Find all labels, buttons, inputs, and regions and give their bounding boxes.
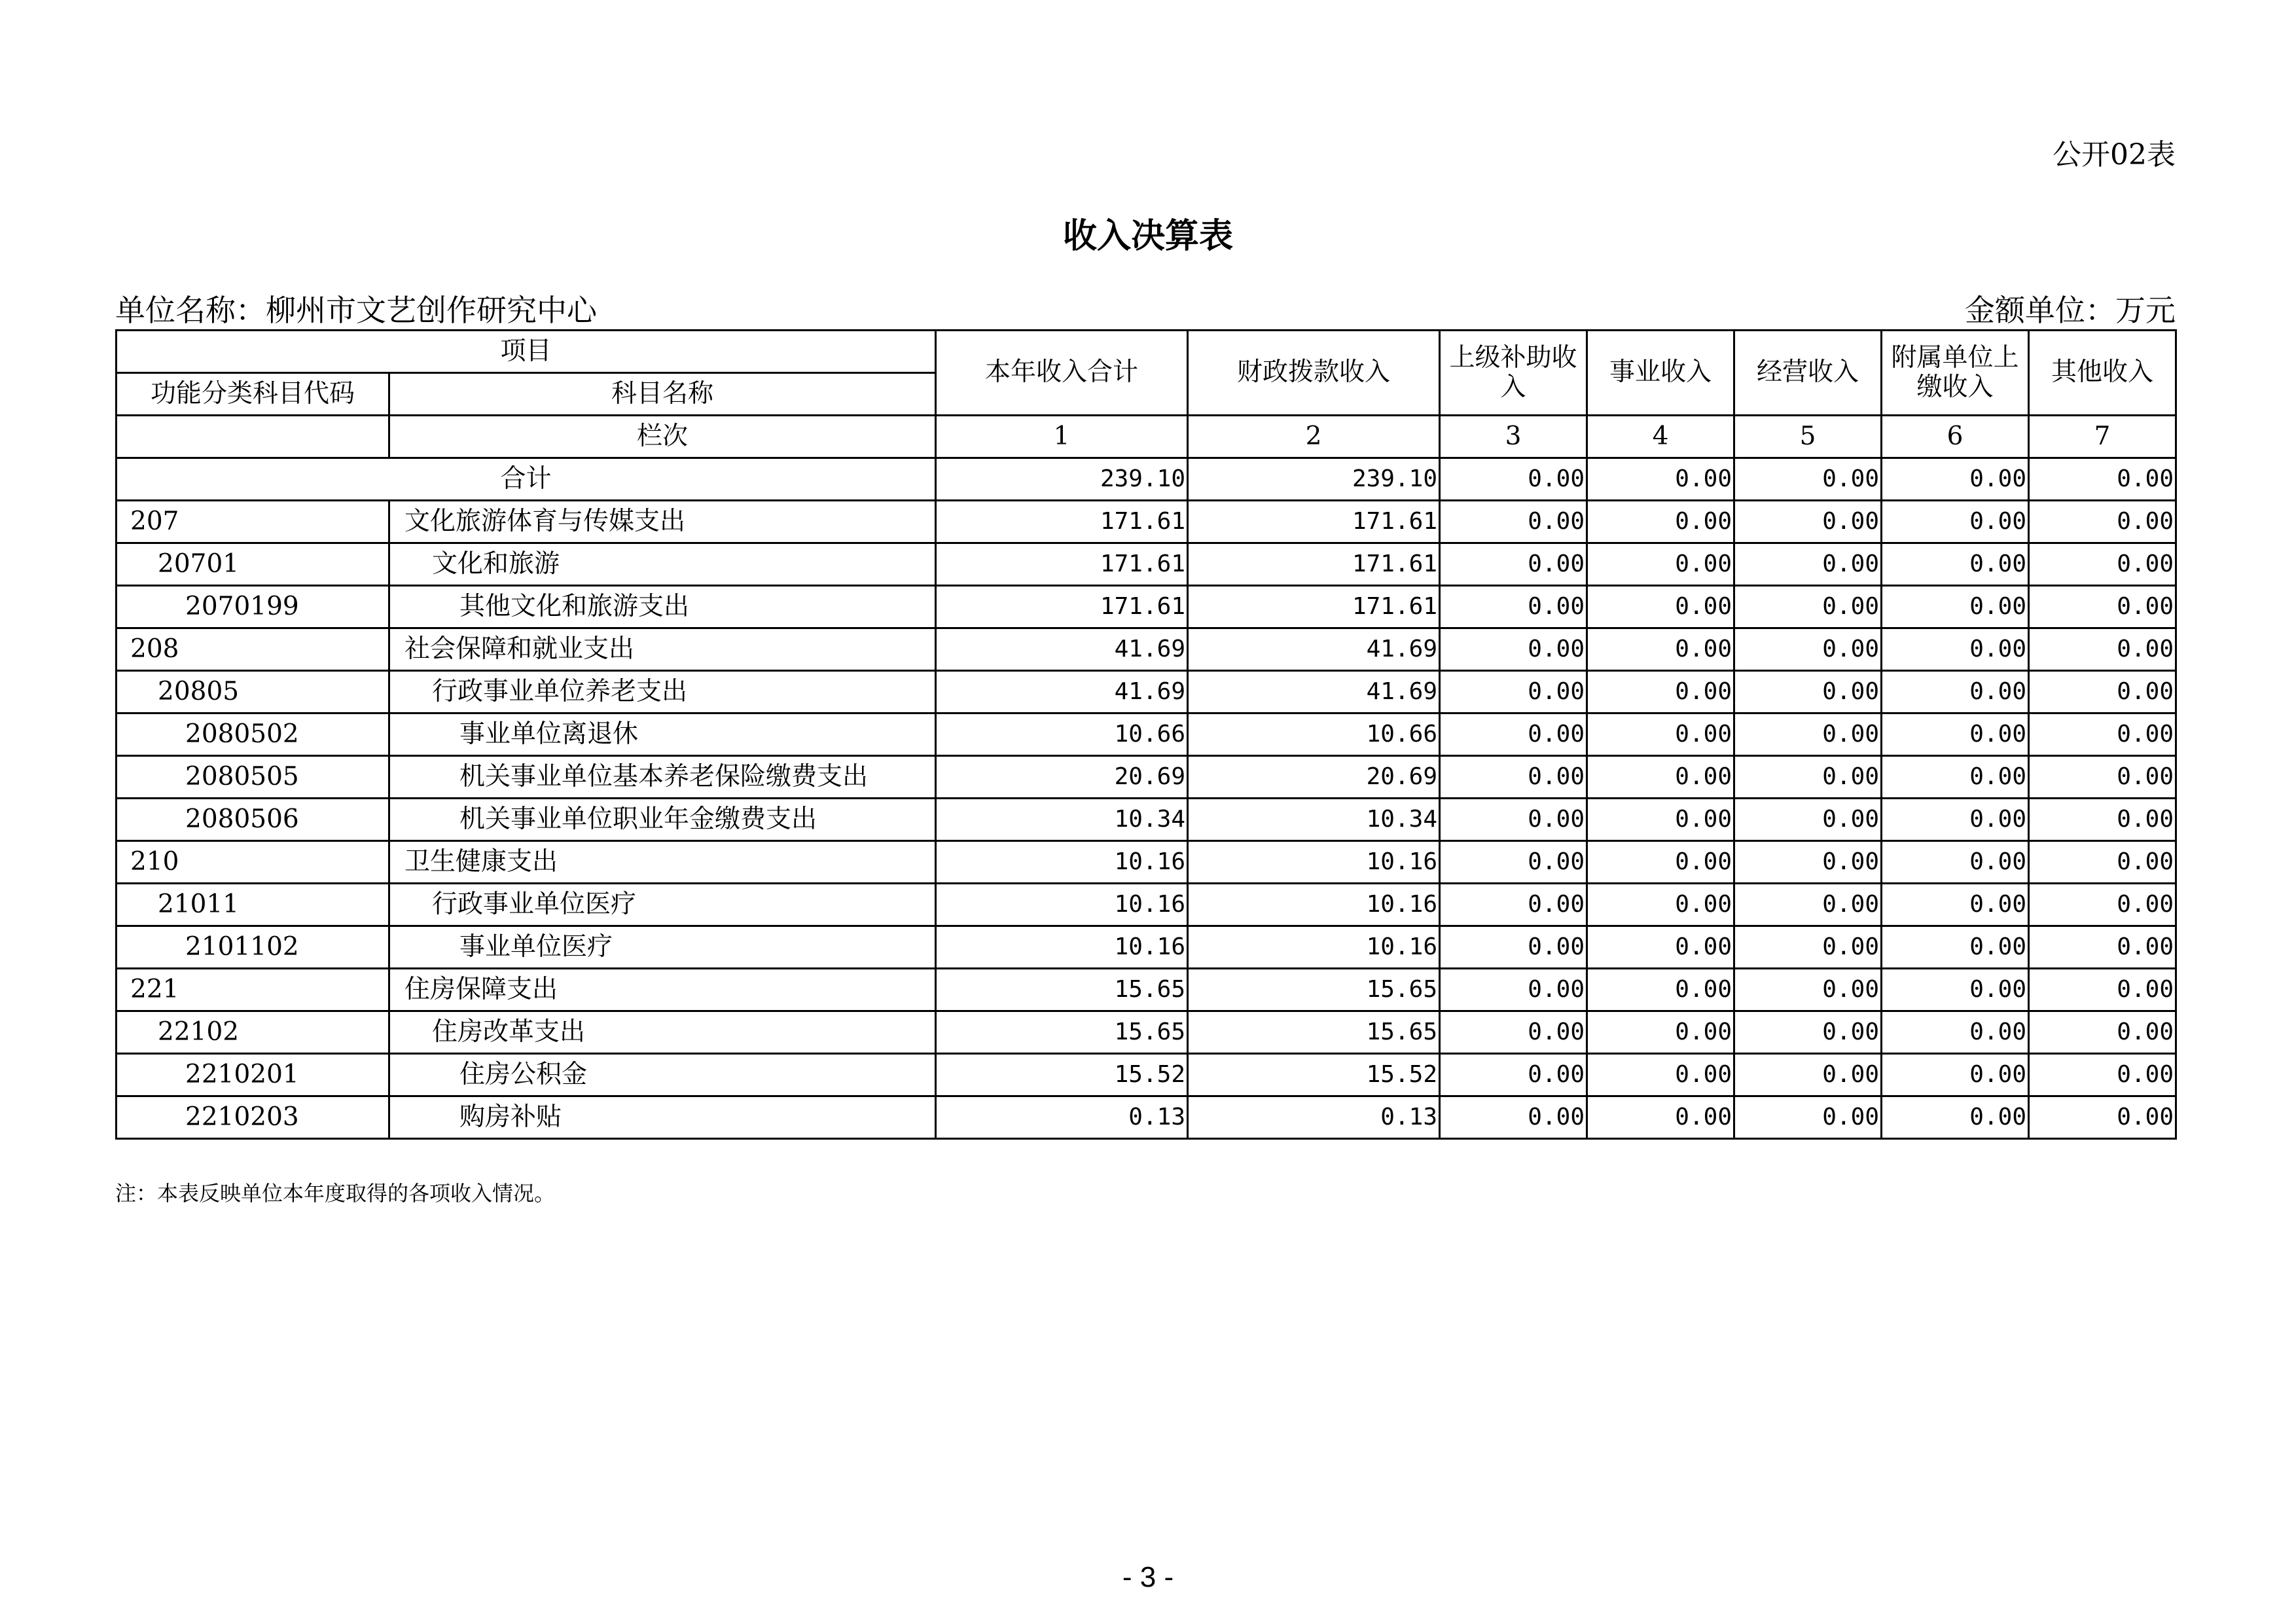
subject-name-header: 科目名称 — [389, 373, 936, 416]
amount-cell: 0.00 — [1440, 756, 1587, 799]
total-value: 0.00 — [1440, 458, 1587, 501]
page-title: 收入决算表 — [1062, 216, 1233, 256]
table-row — [117, 926, 2176, 969]
table-row — [117, 628, 2176, 671]
amount-cell: 0.00 — [2029, 926, 2176, 969]
function-code: 207 — [117, 501, 389, 543]
amount-cell: 0.00 — [2029, 884, 2176, 926]
table-row — [117, 543, 2176, 586]
amount-cell: 0.00 — [1587, 799, 1734, 841]
amount-cell: 0.13 — [1188, 1096, 1440, 1139]
amount-cell: 0.00 — [1882, 1011, 2029, 1054]
amount-cell: 0.00 — [1587, 543, 1734, 586]
amount-cell: 0.00 — [2029, 628, 2176, 671]
subject-name: 购房补贴 — [389, 1096, 936, 1139]
amount-cell: 41.69 — [1188, 628, 1440, 671]
amount-cell: 0.00 — [1734, 671, 1882, 713]
amount-cell: 0.00 — [1734, 756, 1882, 799]
amount-cell: 41.69 — [936, 671, 1188, 713]
amount-cell: 0.00 — [2029, 1096, 2176, 1139]
amount-cell: 0.00 — [1882, 1054, 2029, 1096]
column-number-row — [117, 416, 2176, 458]
total-value: 0.00 — [1882, 458, 2029, 501]
amount-cell: 0.00 — [1882, 713, 2029, 756]
amount-cell: 41.69 — [1188, 671, 1440, 713]
function-code: 2070199 — [117, 586, 389, 628]
subject-name: 事业单位离退休 — [389, 713, 936, 756]
amount-cell: 0.00 — [2029, 969, 2176, 1011]
amount-cell: 0.00 — [1734, 1054, 1882, 1096]
amount-cell: 0.00 — [2029, 586, 2176, 628]
amount-cell: 0.00 — [2029, 713, 2176, 756]
amount-cell: 0.00 — [1440, 501, 1587, 543]
amount-cell: 0.00 — [1587, 756, 1734, 799]
amount-cell: 0.00 — [2029, 799, 2176, 841]
function-code: 2080502 — [117, 713, 389, 756]
amount-cell: 0.00 — [1734, 926, 1882, 969]
function-code: 2080506 — [117, 799, 389, 841]
amount-cell: 171.61 — [936, 501, 1188, 543]
amount-cell: 0.00 — [2029, 756, 2176, 799]
col-header-2: 财政拨款收入 — [1188, 331, 1440, 416]
amount-cell: 0.00 — [1882, 969, 2029, 1011]
function-code: 20701 — [117, 543, 389, 586]
amount-cell: 15.65 — [1188, 969, 1440, 1011]
subject-name: 行政事业单位养老支出 — [389, 671, 936, 713]
amount-cell: 10.16 — [936, 926, 1188, 969]
project-header: 项目 — [117, 331, 936, 373]
amount-cell: 41.69 — [936, 628, 1188, 671]
function-code: 2210201 — [117, 1054, 389, 1096]
amount-cell: 0.00 — [1587, 671, 1734, 713]
amount-cell: 10.16 — [1188, 884, 1440, 926]
amount-cell: 171.61 — [936, 586, 1188, 628]
total-value: 0.00 — [1734, 458, 1882, 501]
table-row — [117, 756, 2176, 799]
function-code: 22102 — [117, 1011, 389, 1054]
amount-cell: 0.00 — [1440, 713, 1587, 756]
amount-cell: 0.00 — [1440, 969, 1587, 1011]
subject-name: 机关事业单位基本养老保险缴费支出 — [389, 756, 936, 799]
amount-cell: 0.00 — [1440, 1011, 1587, 1054]
amount-cell: 10.34 — [936, 799, 1188, 841]
header-row-1 — [117, 331, 2176, 373]
amount-cell: 0.00 — [1440, 1096, 1587, 1139]
amount-cell: 0.00 — [1587, 884, 1734, 926]
amount-cell: 0.00 — [1882, 1096, 2029, 1139]
amount-cell: 0.00 — [1882, 841, 2029, 884]
table-row — [117, 713, 2176, 756]
function-code: 21011 — [117, 884, 389, 926]
amount-cell: 10.16 — [936, 884, 1188, 926]
function-code: 208 — [117, 628, 389, 671]
amount-cell: 0.00 — [1734, 884, 1882, 926]
column-number: 3 — [1440, 416, 1587, 458]
col-header-6: 附属单位上缴收入 — [1882, 331, 2029, 416]
table-row — [117, 1096, 2176, 1139]
amount-cell: 0.00 — [1587, 1011, 1734, 1054]
function-code: 2101102 — [117, 926, 389, 969]
function-code: 221 — [117, 969, 389, 1011]
function-code: 2210203 — [117, 1096, 389, 1139]
amount-cell: 0.00 — [2029, 501, 2176, 543]
amount-cell: 0.00 — [1734, 628, 1882, 671]
amount-cell: 15.65 — [1188, 1011, 1440, 1054]
amount-cell: 171.61 — [936, 543, 1188, 586]
subject-name: 住房保障支出 — [389, 969, 936, 1011]
amount-cell: 0.00 — [1734, 841, 1882, 884]
amount-cell: 10.66 — [1188, 713, 1440, 756]
amount-cell: 10.16 — [1188, 841, 1440, 884]
column-number: 1 — [936, 416, 1188, 458]
function-code: 210 — [117, 841, 389, 884]
amount-cell: 0.00 — [1440, 628, 1587, 671]
amount-cell: 0.00 — [1587, 628, 1734, 671]
column-number: 6 — [1882, 416, 2029, 458]
amount-cell: 0.00 — [1440, 586, 1587, 628]
amount-cell: 0.00 — [2029, 841, 2176, 884]
amount-cell: 0.00 — [1882, 586, 2029, 628]
amount-cell: 0.00 — [1734, 713, 1882, 756]
table-row — [117, 1011, 2176, 1054]
subject-name: 机关事业单位职业年金缴费支出 — [389, 799, 936, 841]
amount-cell: 171.61 — [1188, 543, 1440, 586]
column-number-blank — [117, 416, 389, 458]
table-note: 注：本表反映单位本年度取得的各项收入情况。 — [115, 1181, 556, 1206]
amount-cell: 0.00 — [1882, 799, 2029, 841]
amount-cell: 0.00 — [1734, 1096, 1882, 1139]
form-number: 公开02表 — [2053, 138, 2176, 171]
col-header-4: 事业收入 — [1587, 331, 1734, 416]
column-number-label: 栏次 — [389, 416, 936, 458]
amount-cell: 0.00 — [1440, 1054, 1587, 1096]
amount-cell: 0.00 — [1587, 969, 1734, 1011]
total-value: 0.00 — [2029, 458, 2176, 501]
amount-cell: 0.00 — [2029, 543, 2176, 586]
total-label: 合计 — [117, 458, 936, 501]
amount-cell: 0.00 — [1587, 841, 1734, 884]
total-row — [117, 458, 2176, 501]
column-number: 7 — [2029, 416, 2176, 458]
amount-cell: 10.66 — [936, 713, 1188, 756]
amount-cell: 0.00 — [2029, 1054, 2176, 1096]
amount-cell: 0.00 — [1734, 1011, 1882, 1054]
col-header-1: 本年收入合计 — [936, 331, 1188, 416]
amount-cell: 0.00 — [1587, 1054, 1734, 1096]
amount-cell: 171.61 — [1188, 501, 1440, 543]
amount-cell: 0.00 — [1440, 799, 1587, 841]
amount-cell: 0.00 — [1882, 926, 2029, 969]
amount-cell: 0.00 — [1882, 756, 2029, 799]
amount-cell: 0.00 — [2029, 671, 2176, 713]
amount-cell: 0.00 — [1587, 501, 1734, 543]
code-header: 功能分类科目代码 — [117, 373, 389, 416]
amount-cell: 0.00 — [1882, 628, 2029, 671]
amount-cell: 0.00 — [1440, 926, 1587, 969]
amount-cell: 0.00 — [1734, 969, 1882, 1011]
amount-cell: 15.52 — [936, 1054, 1188, 1096]
subject-name: 社会保障和就业支出 — [389, 628, 936, 671]
amount-cell: 0.00 — [1440, 543, 1587, 586]
amount-cell: 10.34 — [1188, 799, 1440, 841]
subject-name: 行政事业单位医疗 — [389, 884, 936, 926]
amount-cell: 0.00 — [2029, 1011, 2176, 1054]
column-number: 2 — [1188, 416, 1440, 458]
income-table — [115, 329, 2177, 1140]
subject-name: 卫生健康支出 — [389, 841, 936, 884]
amount-cell: 0.00 — [1734, 799, 1882, 841]
amount-cell: 10.16 — [936, 841, 1188, 884]
table-row — [117, 884, 2176, 926]
amount-cell: 0.00 — [1734, 586, 1882, 628]
col-header-3: 上级补助收入 — [1440, 331, 1587, 416]
page-number: - 3 - — [1122, 1561, 1174, 1593]
col-header-5: 经营收入 — [1734, 331, 1882, 416]
amount-cell: 0.00 — [1440, 841, 1587, 884]
subject-name: 事业单位医疗 — [389, 926, 936, 969]
amount-cell: 0.00 — [1734, 501, 1882, 543]
total-value: 239.10 — [1188, 458, 1440, 501]
money-unit: 金额单位：万元 — [1965, 293, 2176, 328]
amount-cell: 0.00 — [1882, 884, 2029, 926]
subject-name: 文化和旅游 — [389, 543, 936, 586]
column-number: 5 — [1734, 416, 1882, 458]
amount-cell: 0.00 — [1882, 671, 2029, 713]
unit-name: 单位名称：柳州市文艺创作研究中心 — [115, 293, 597, 328]
subject-name: 住房公积金 — [389, 1054, 936, 1096]
amount-cell: 15.65 — [936, 1011, 1188, 1054]
table-row — [117, 799, 2176, 841]
table-row — [117, 969, 2176, 1011]
amount-cell: 171.61 — [1188, 586, 1440, 628]
amount-cell: 0.00 — [1587, 586, 1734, 628]
function-code: 20805 — [117, 671, 389, 713]
amount-cell: 15.65 — [936, 969, 1188, 1011]
table-row — [117, 671, 2176, 713]
col-header-7: 其他收入 — [2029, 331, 2176, 416]
column-number: 4 — [1587, 416, 1734, 458]
amount-cell: 0.00 — [1440, 884, 1587, 926]
amount-cell: 0.00 — [1587, 713, 1734, 756]
amount-cell: 10.16 — [1188, 926, 1440, 969]
total-value: 0.00 — [1587, 458, 1734, 501]
amount-cell: 0.00 — [1440, 671, 1587, 713]
amount-cell: 20.69 — [936, 756, 1188, 799]
subject-name: 文化旅游体育与传媒支出 — [389, 501, 936, 543]
amount-cell: 0.00 — [1587, 926, 1734, 969]
subject-name: 其他文化和旅游支出 — [389, 586, 936, 628]
subject-name: 住房改革支出 — [389, 1011, 936, 1054]
amount-cell: 15.52 — [1188, 1054, 1440, 1096]
amount-cell: 20.69 — [1188, 756, 1440, 799]
amount-cell: 0.00 — [1734, 543, 1882, 586]
amount-cell: 0.00 — [1587, 1096, 1734, 1139]
function-code: 2080505 — [117, 756, 389, 799]
table-row — [117, 841, 2176, 884]
amount-cell: 0.13 — [936, 1096, 1188, 1139]
total-value: 239.10 — [936, 458, 1188, 501]
table-row — [117, 586, 2176, 628]
table-row — [117, 1054, 2176, 1096]
table-row — [117, 501, 2176, 543]
amount-cell: 0.00 — [1882, 543, 2029, 586]
amount-cell: 0.00 — [1882, 501, 2029, 543]
